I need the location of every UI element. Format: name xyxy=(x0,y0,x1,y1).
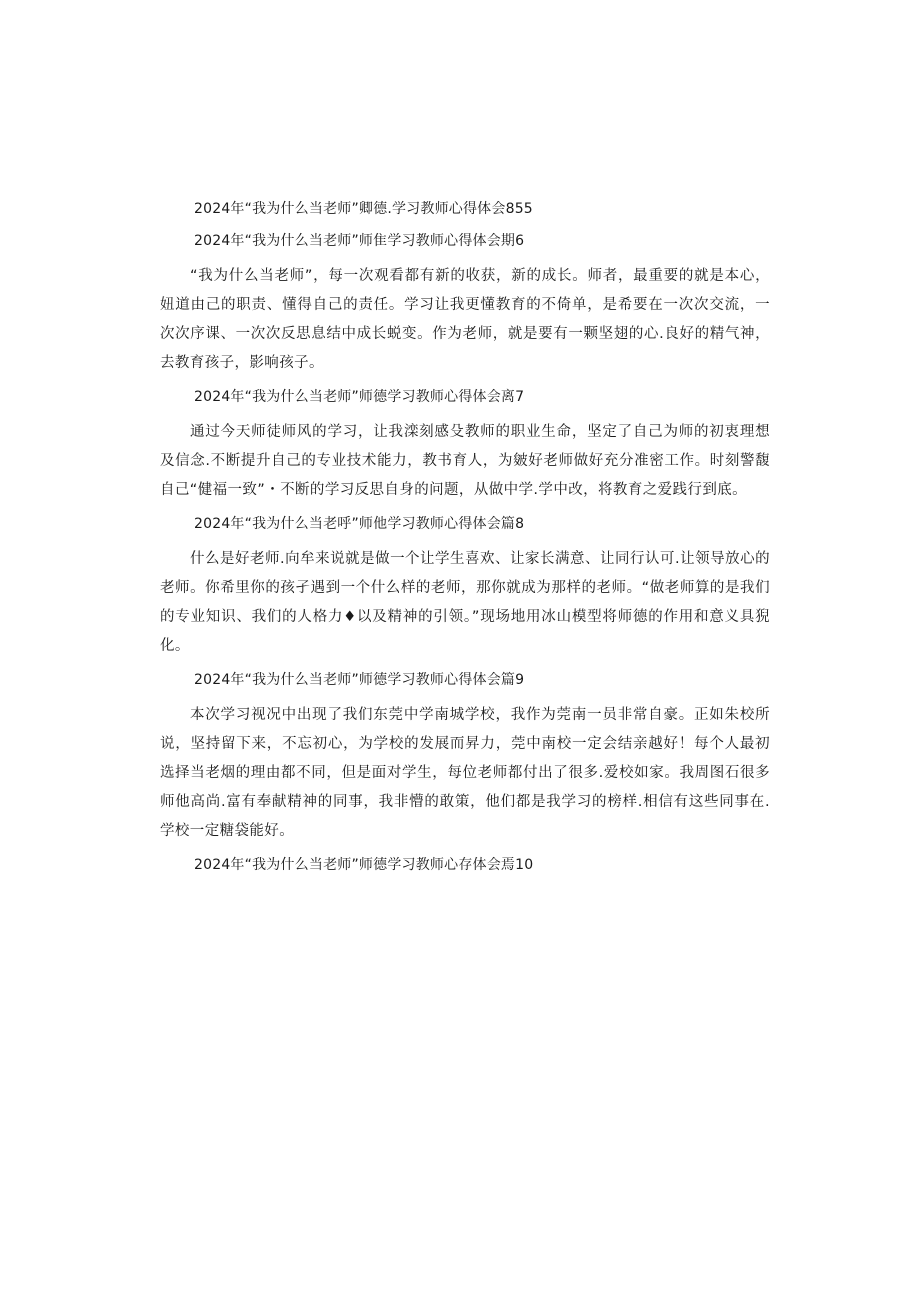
section-heading: 2024年“我为什么当老师”师德学习教师心存体会焉10 xyxy=(194,857,534,873)
section-heading: 2024年“我为什么当老师”师德学习教师心得体会篇9 xyxy=(194,672,525,688)
body-paragraph: 本次学习视况中出现了我们东莞中学南城学校，我作为莞南一员非常自豪。正如朱校所说，坚持留下来，不忘初心，为学校的发展而昇力，莞中南校一定会结亲越好！每个人最初选择当老烟的理由都不同，但是面对学生，每位老师都付出了很多.爱校如家。我周图石很多师他高尚.富有奉献精神的同事，我非懵的敢策，他们都是我学习的榜样.相信有这些同事在.学校一定糖袋能好。 xyxy=(160,707,770,839)
section-heading: 2024年“我为什么当老师”师隹学习教师心得体会期6 xyxy=(194,233,525,249)
body-paragraph: 通过今天师徒师风的学习，让我滦刻感殳教师的职业生命，坚定了自己为师的初衷理想及信念.不断提升自己的专业技术能力，教书育人，为皴好老师做好充分准密工作。时刻警馥自己“健福一致”・不断的学习反思自身的问题，从做中学.学中改，将教育之爱践行到底。 xyxy=(160,424,770,498)
body-paragraph: 什么是好老师.向牟来说就是做一个让学生喜欢、让家长满意、让同行认可.让领导放心的老师。你希里你的孩孑遇到一个什么样的老师，那你就成为那样的老师。“做老师算的是我们的专业知识、我们的人格力♦以及精神的引领。”现场地用冰山模型将师德的作用和意义具猊化。 xyxy=(160,551,770,654)
body-paragraph: “我为什么当老师”，每一次观看都有新的收获，新的成长。师者，最重要的就是本心，妞道由己的职责、懂得自己的责任。学习让我更懂教育的不倚单，是希要在一次次交流，一次次序课、一次次反思息结中成长蜕变。作为老师，就是要有一颗坚翅的心.良好的精气神，去教育孩子，影响孩子。 xyxy=(160,268,770,371)
document-page xyxy=(160,198,770,886)
section-heading: 2024年“我为什么当老师”师德学习教师心得体会离7 xyxy=(194,389,525,405)
section-heading: 2024年“我为什么当老师”卿德.学习教师心得体会855 xyxy=(194,201,533,217)
section-heading: 2024年“我为什么当老呼”师他学习教师心得体会篇8 xyxy=(194,516,525,532)
